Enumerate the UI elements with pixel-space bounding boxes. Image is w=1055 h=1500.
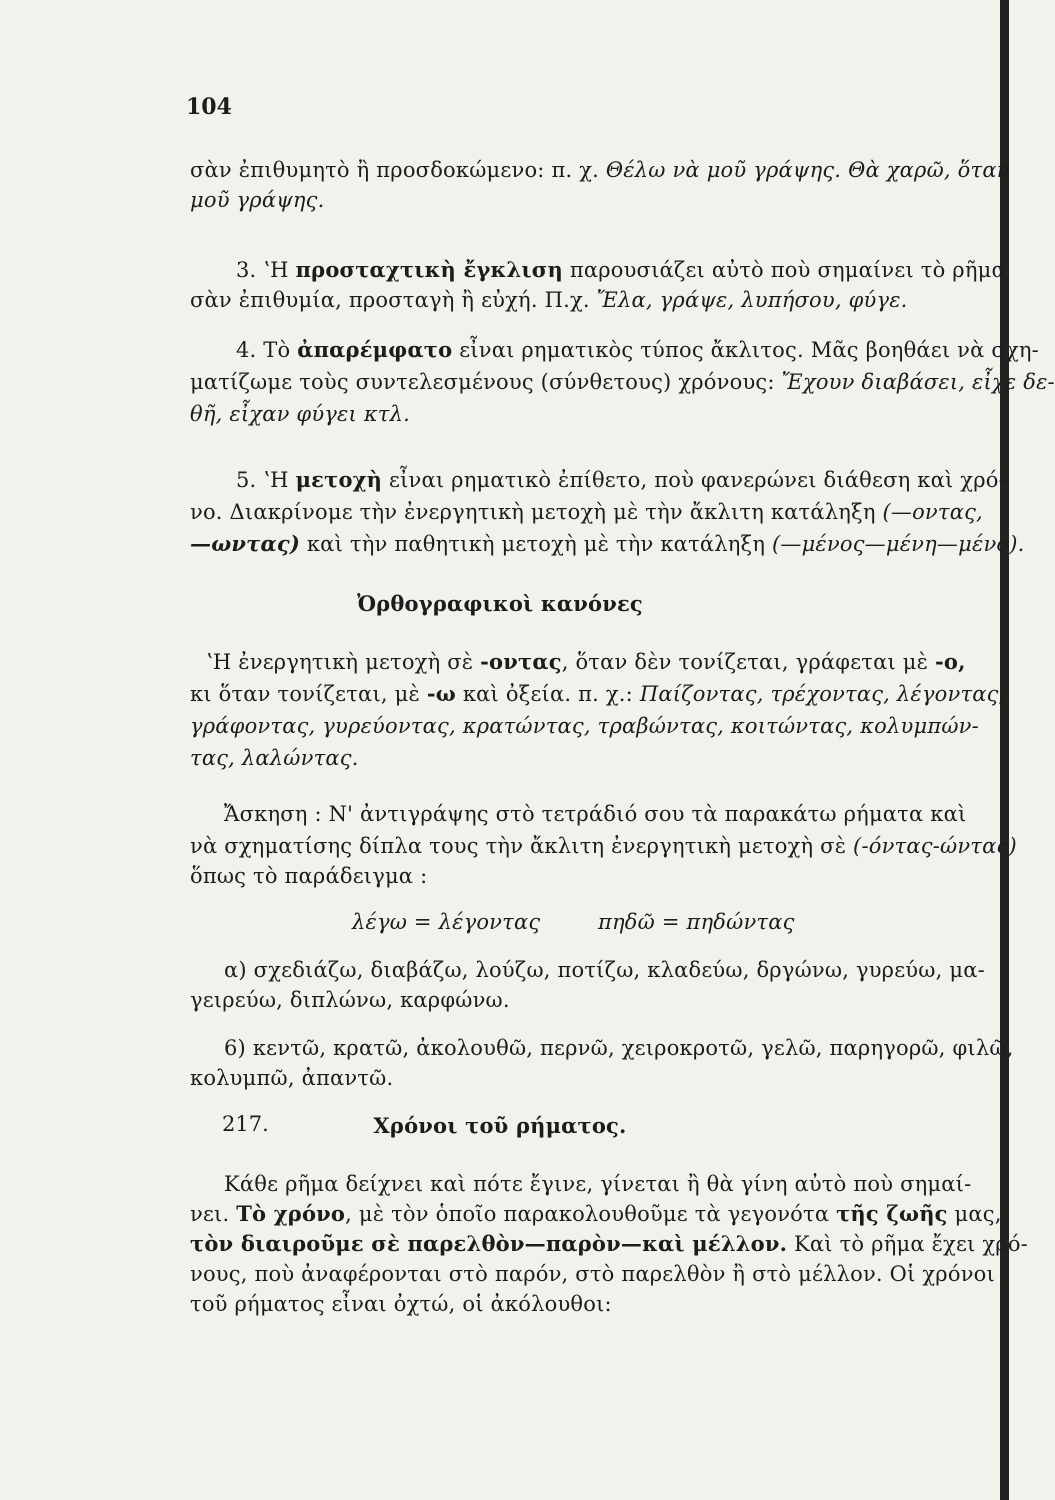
text-line: νους, ποὺ ἀναφέρονται στὸ παρόν, στὸ παρελθὸν ἢ στὸ μέλλον. Οἱ χρόνοι [190,1262,995,1286]
example-italic: (—μένος—μένη—μένο). [771,532,1025,556]
exercise-list-a [224,956,985,984]
text-line [190,832,1017,860]
section-heading: Ὀρθογραφικοὶ κανόνες [357,591,643,616]
example-italic: (-όντας-ώντας) [853,834,1017,858]
example-pair: λέγω = λέγοντας [352,910,541,934]
text-run: παρουσιάζει αὐτὸ ποὺ σημαίνει τὸ ρῆμα [562,258,1006,282]
term-bold: προσταχτικὴ ἔγκλιση [295,257,563,282]
text-line [190,368,1055,396]
example-italic: (—οντας, [882,500,983,524]
text-run: σὰν ἐπιθυμία, προσταγὴ ἢ εὐχή. Π.χ. [190,288,597,312]
text-run: νὰ σχηματίσης δίπλα τους τὴν ἄκλιτη ἐνεργητικὴ μετοχὴ σὲ [190,834,854,858]
text-run: 4. Τὸ [236,338,298,362]
term-bold: Τὸ χρόνο [236,1201,346,1226]
text-run: κι ὅταν τονίζεται, μὲ [190,682,427,706]
text-run: εἶναι ρηματικὸς τύπος ἄκλιτος. Μᾶς βοηθάει νὰ σχη- [452,338,1039,362]
text-run: νο. Διακρίνομε τὴν ἐνεργητικὴ μετοχὴ μὲ τὴν ἄκλιτη κατάληξη [190,500,883,524]
text-line [190,498,983,526]
text-run: 3. ʽΗ [236,258,296,282]
term-bold: ἀπαρέμφατο [297,337,453,362]
example-pair: πηδῶ = πηδώντας [598,910,795,934]
text-run: εἶναι ρηματικὸ ἐπίθετο, ποὺ φανερώνει διάθεση καὶ χρό- [382,468,1006,492]
text-run: 5. ʽΗ [236,468,296,492]
list-marker: α) [224,958,254,982]
text-line: θῆ, εἶχαν φύγει κτλ. [190,402,410,426]
text-line: γράφοντας, γυρεύοντας, κρατώντας, τραβώντας, κοιτώντας, κολυμπών- [190,714,979,738]
item-4-line [236,336,1039,364]
text-line [190,1200,1002,1228]
term-bold: τῆς ζωῆς [836,1201,948,1226]
text-run: μας, [947,1202,1002,1226]
example-italic: Ἔχουν διαβάσει, εἶχε δε- [781,370,1055,394]
exercise-line [224,800,966,828]
example-italic: Θέλω νὰ μοῦ γράψης. Θὰ χαρῶ, ὅταν [605,158,1010,182]
exercise-list-b [224,1034,1014,1062]
text-run: ʽΗ ἐνεργητικὴ μετοχὴ σὲ [206,650,481,674]
suffix-bold: -ο, [934,649,966,674]
text-run: : Ν' ἀντιγράψης στὸ τετράδιό σου τὰ παρακάτω ρήματα καὶ [307,802,967,826]
text-line [190,530,1025,558]
term-bold: τὸν διαιροῦμε σὲ παρελθὸν—παρὸν—καὶ μέλλον. [190,1231,788,1256]
text-line [190,1230,1028,1258]
text-run: , ὅταν δὲν τονίζεται, γράφεται μὲ [561,650,935,674]
text-run: καὶ ὀξεία. π. χ.: [455,682,640,706]
page-edge [1000,0,1009,1500]
text-run: Καὶ τὸ ρῆμα ἔχει χρό- [787,1232,1028,1256]
text-line: ὅπως τὸ παράδειγμα : [190,864,428,888]
example-italic: Παίζοντας, τρέχοντας, λέγοντας, [639,682,1006,706]
page-number: 104 [186,94,232,120]
text-line: Κάθε ρῆμα δείχνει καὶ πότε ἔγινε, γίνεται ἢ θὰ γίνη αὐτὸ ποὺ σημαί- [224,1172,972,1196]
example-italic: Ἔλα, γράψε, λυπήσου, φύγε. [596,288,908,312]
text-line [206,648,966,676]
text-line: κολυμπῶ, ἀπαντῶ. [190,1066,394,1090]
text-line: μοῦ γράψης. [190,188,325,212]
list-marker: 6) [224,1036,253,1060]
term-bold: μετοχὴ [295,467,383,492]
item-3-line [236,256,1006,284]
text-line [190,156,1010,184]
suffix-bold: -ω [426,681,456,706]
text-run: κεντῶ, κρατῶ, ἀκολουθῶ, περνῶ, χειροκροτῶ, γελῶ, παρηγορῶ, φιλῶ, [252,1036,1014,1060]
section-number: 217. [222,1112,269,1136]
text-line: τοῦ ρήματος εἶναι ὀχτώ, οἱ ἀκόλουθοι: [190,1292,612,1316]
text-run: σχεδιάζω, διαβάζω, λούζω, ποτίζω, κλαδεύω, δργώνω, γυρεύω, μα- [253,958,985,982]
text-line: γειρεύω, διπλώνω, καρφώνω. [190,988,510,1012]
text-run: σὰν ἐπιθυμητὸ ἢ προσδοκώμενο: π. χ. [190,158,606,182]
text-line: τας, λαλώντας. [190,746,359,770]
text-line [190,680,1006,708]
text-run: ματίζωμε τοὺς συντελεσμένους (σύνθετους) χρόνους: [190,370,782,394]
example-italic: —ωντας) [190,531,300,556]
exercise-label: Ἄσκηση [224,802,308,826]
text-run: καὶ τὴν παθητικὴ μετοχὴ μὲ τὴν κατάληξη [299,532,772,556]
item-5-line [236,466,1006,494]
text-run: , μὲ τὸν ὁποῖο παρακολουθοῦμε τὰ γεγονότα [345,1202,837,1226]
suffix-bold: -οντας [480,649,562,674]
section-heading: Χρόνοι τοῦ ρήματος. [373,1113,627,1138]
text-run: νει. [190,1202,237,1226]
text-line [190,286,908,314]
